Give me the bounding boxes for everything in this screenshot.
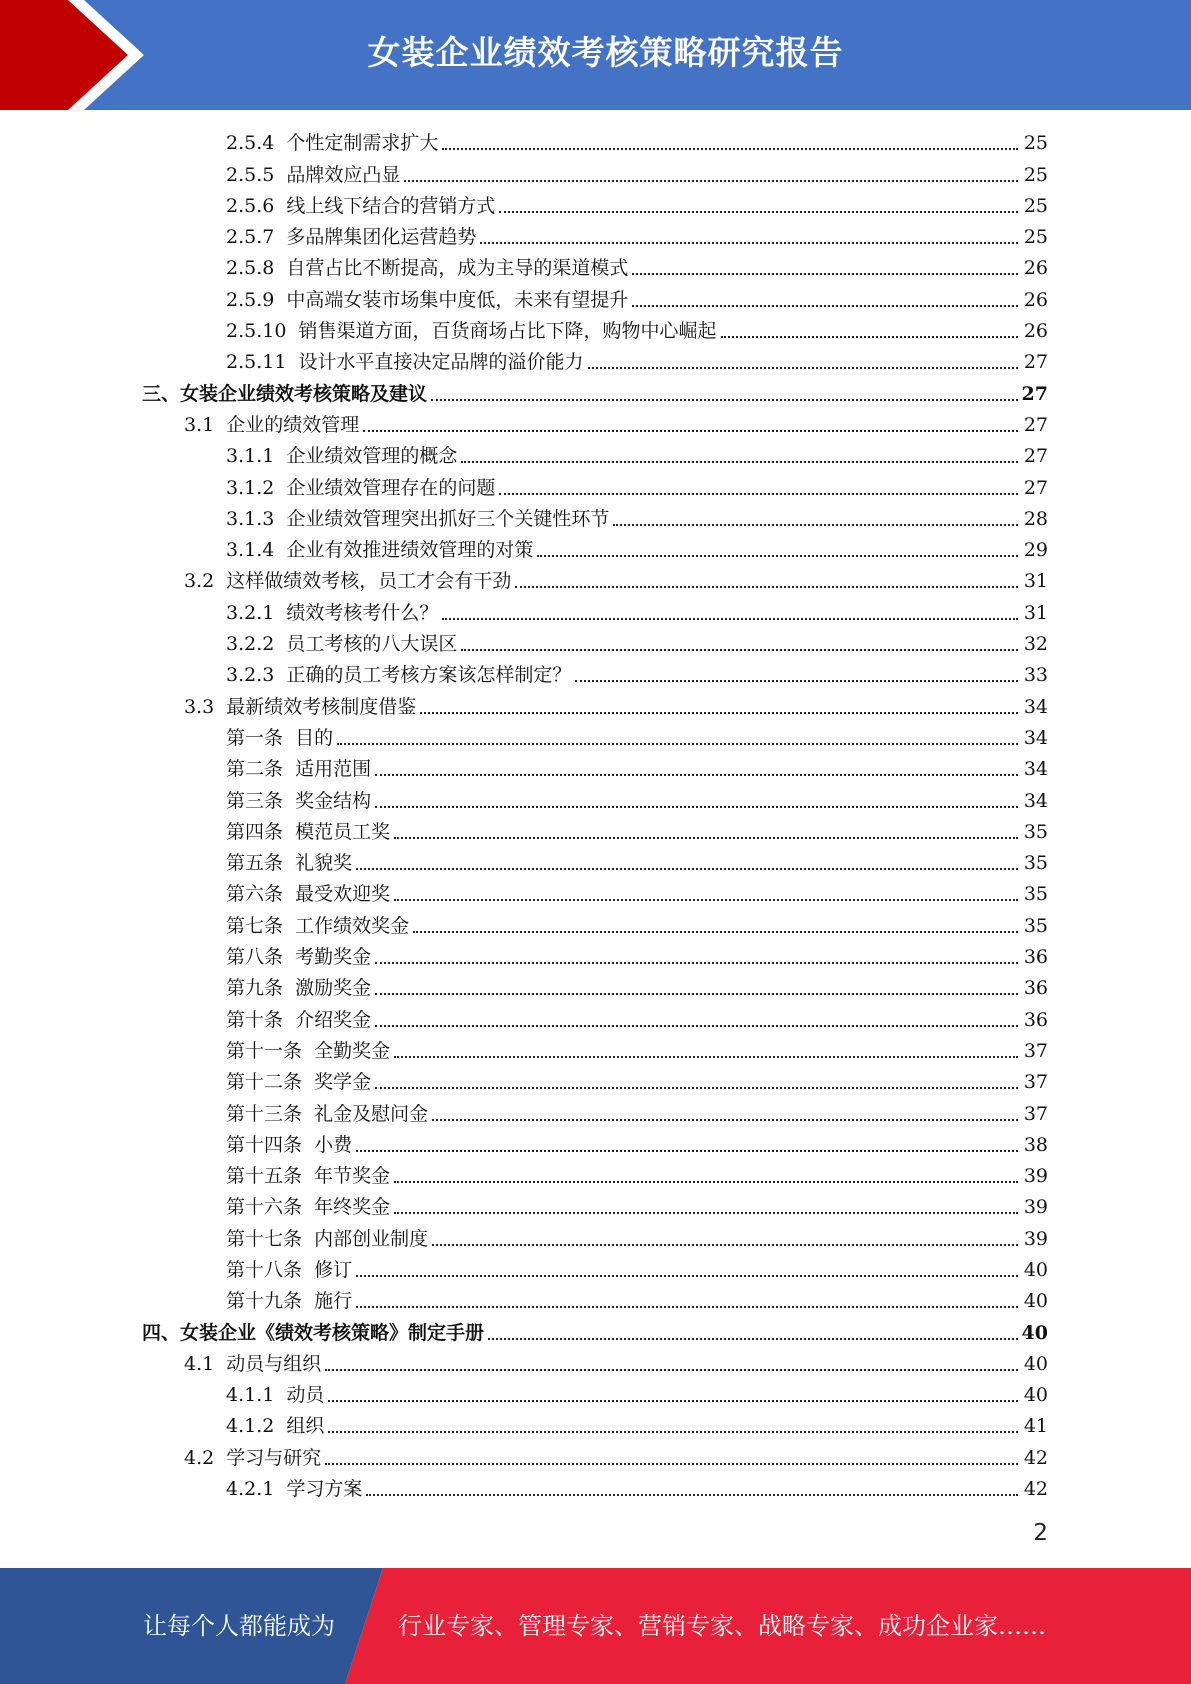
toc-dot-leader: [432, 1119, 1018, 1121]
toc-entry-label: 第八条 考勤奖金: [226, 946, 372, 969]
toc-entry-label: 2.5.9 中高端女装市场集中度低，未来有望提升: [226, 288, 629, 311]
table-of-contents: [0, 128, 1191, 1505]
toc-entry-label: 4.1 动员与组织: [184, 1352, 322, 1375]
toc-dot-leader: [394, 837, 1018, 839]
toc-entry[interactable]: [0, 879, 1191, 910]
toc-dot-leader: [337, 743, 1018, 745]
toc-dot-leader: [431, 399, 1018, 401]
toc-entry[interactable]: [0, 284, 1191, 315]
toc-dot-leader: [328, 1431, 1018, 1433]
toc-entry-page: 27: [1023, 413, 1048, 436]
toc-dot-leader: [721, 336, 1018, 338]
toc-entry-page: 27: [1023, 445, 1048, 468]
toc-entry[interactable]: [0, 535, 1191, 566]
toc-entry-label: 第一条 目的: [226, 726, 334, 749]
toc-entry-label: 第十条 介绍奖金: [226, 1008, 372, 1031]
toc-entry-page: 38: [1023, 1133, 1048, 1156]
toc-entry-page: 35: [1023, 883, 1048, 906]
toc-dot-leader: [375, 962, 1018, 964]
toc-entry-label: 第二条 适用范围: [226, 758, 372, 781]
toc-entry-label: 第九条 激励奖金: [226, 977, 372, 1000]
toc-entry-label: 3.1.1 企业绩效管理的概念: [226, 445, 458, 468]
toc-dot-leader: [394, 1056, 1018, 1058]
toc-entry-label: 3.2.2 员工考核的八大误区: [226, 633, 458, 656]
toc-entry-label: 3.3 最新绩效考核制度借鉴: [184, 695, 417, 718]
toc-dot-leader: [375, 806, 1018, 808]
page-header: [0, 0, 1191, 110]
toc-entry-page: 39: [1023, 1227, 1048, 1250]
toc-entry[interactable]: [0, 128, 1191, 159]
toc-entry-page: 31: [1023, 601, 1048, 624]
toc-dot-leader: [356, 1275, 1018, 1277]
toc-entry[interactable]: [0, 253, 1191, 284]
toc-dot-leader: [375, 1087, 1018, 1089]
toc-dot-leader: [328, 1400, 1018, 1402]
toc-dot-leader: [442, 148, 1018, 150]
toc-entry-label: 第六条 最受欢迎奖: [226, 883, 391, 906]
toc-entry[interactable]: [0, 1098, 1191, 1129]
toc-dot-leader: [480, 242, 1018, 244]
toc-entry-page: 27: [1021, 382, 1048, 405]
toc-entry-label: 3.1.3 企业绩效管理突出抓好三个关键性环节: [226, 507, 610, 530]
toc-dot-leader: [488, 1338, 1018, 1340]
toc-entry[interactable]: [0, 1380, 1191, 1411]
toc-entry[interactable]: [0, 1286, 1191, 1317]
toc-entry[interactable]: [0, 441, 1191, 472]
toc-entry-label: 3.2 这样做绩效考核，员工才会有干劲: [184, 570, 512, 593]
toc-entry[interactable]: [0, 1317, 1191, 1348]
toc-entry-page: 26: [1023, 257, 1048, 280]
toc-entry[interactable]: [0, 316, 1191, 347]
toc-entry-label: 3.1.4 企业有效推进绩效管理的对策: [226, 539, 534, 562]
toc-entry[interactable]: [0, 1349, 1191, 1380]
toc-entry-page: 40: [1023, 1290, 1048, 1313]
toc-entry-page: 37: [1023, 1071, 1048, 1094]
toc-entry-label: 第五条 礼貌奖: [226, 852, 353, 875]
toc-entry-page: 28: [1023, 507, 1048, 530]
toc-entry-page: 25: [1023, 163, 1048, 186]
toc-entry-label: 第十四条 小费: [226, 1133, 353, 1156]
toc-entry-label: 2.5.4 个性定制需求扩大: [226, 132, 439, 155]
toc-entry-page: 36: [1023, 1008, 1048, 1031]
toc-dot-leader: [432, 1244, 1018, 1246]
toc-entry-label: 2.5.6 线上线下结合的营销方式: [226, 194, 496, 217]
toc-entry-label: 第十六条 年终奖金: [226, 1196, 391, 1219]
toc-entry-page: 25: [1023, 132, 1048, 155]
toc-entry[interactable]: [0, 691, 1191, 722]
toc-entry-page: 34: [1023, 789, 1048, 812]
toc-entry[interactable]: [0, 191, 1191, 222]
toc-entry[interactable]: [0, 1130, 1191, 1161]
toc-entry-page: 29: [1023, 539, 1048, 562]
toc-entry-label: 3.1.2 企业绩效管理存在的问题: [226, 476, 496, 499]
toc-entry-label: 第十五条 年节奖金: [226, 1165, 391, 1188]
toc-entry[interactable]: [0, 973, 1191, 1004]
toc-entry[interactable]: [0, 848, 1191, 879]
toc-entry[interactable]: [0, 1192, 1191, 1223]
toc-dot-leader: [394, 899, 1018, 901]
toc-entry-page: 42: [1023, 1478, 1048, 1501]
toc-dot-leader: [394, 1181, 1018, 1183]
toc-entry-page: 40: [1023, 1352, 1048, 1375]
toc-entry[interactable]: [0, 723, 1191, 754]
toc-entry-page: 34: [1023, 695, 1048, 718]
toc-entry[interactable]: [0, 222, 1191, 253]
toc-dot-leader: [632, 273, 1018, 275]
toc-entry-label: 第七条 工作绩效奖金: [226, 914, 410, 937]
toc-dot-leader: [461, 461, 1018, 463]
toc-entry[interactable]: [0, 410, 1191, 441]
toc-entry-label: 四、女装企业《绩效考核策略》制定手册: [142, 1321, 485, 1344]
toc-entry-label: 第十二条 奖学金: [226, 1071, 372, 1094]
toc-entry-label: 第十七条 内部创业制度: [226, 1227, 429, 1250]
toc-entry-page: 39: [1023, 1165, 1048, 1188]
toc-dot-leader: [394, 1212, 1018, 1214]
toc-dot-leader: [613, 524, 1018, 526]
toc-entry[interactable]: [0, 159, 1191, 190]
toc-entry-label: 2.5.10 销售渠道方面，百货商场占比下降，购物中心崛起: [226, 320, 717, 343]
toc-entry-page: 35: [1023, 820, 1048, 843]
toc-entry[interactable]: [0, 629, 1191, 660]
toc-entry-label: 2.5.5 品牌效应凸显: [226, 163, 401, 186]
toc-entry[interactable]: [0, 1474, 1191, 1505]
toc-dot-leader: [375, 774, 1018, 776]
toc-entry-page: 34: [1023, 758, 1048, 781]
toc-entry-page: 33: [1023, 664, 1048, 687]
toc-entry[interactable]: [0, 566, 1191, 597]
toc-dot-leader: [375, 1025, 1018, 1027]
footer-slogan-left: 让每个人都能成为: [143, 1612, 335, 1640]
toc-dot-leader: [442, 618, 1018, 620]
toc-dot-leader: [499, 493, 1018, 495]
toc-entry-label: 3.2.1 绩效考核考什么？: [226, 601, 439, 624]
toc-entry-page: 40: [1021, 1321, 1048, 1344]
toc-entry-label: 4.1.1 动员: [226, 1384, 325, 1407]
toc-dot-leader: [515, 586, 1018, 588]
toc-entry[interactable]: [0, 817, 1191, 848]
toc-dot-leader: [461, 649, 1018, 651]
toc-dot-leader: [499, 211, 1018, 213]
toc-entry-label: 第三条 奖金结构: [226, 789, 372, 812]
toc-dot-leader: [325, 1463, 1018, 1465]
toc-dot-leader: [413, 931, 1018, 933]
toc-entry[interactable]: [0, 378, 1191, 409]
toc-entry[interactable]: [0, 1067, 1191, 1098]
toc-dot-leader: [404, 180, 1018, 182]
toc-dot-leader: [575, 680, 1018, 682]
toc-entry-page: 37: [1023, 1039, 1048, 1062]
toc-entry-label: 第四条 模范员工奖: [226, 820, 391, 843]
toc-entry-page: 41: [1023, 1415, 1048, 1438]
toc-entry-label: 4.2 学习与研究: [184, 1446, 322, 1469]
toc-entry-page: 31: [1023, 570, 1048, 593]
toc-dot-leader: [356, 1306, 1018, 1308]
toc-dot-leader: [375, 993, 1018, 995]
toc-entry[interactable]: [0, 910, 1191, 941]
toc-entry-label: 三、女装企业绩效考核策略及建议: [142, 382, 428, 405]
toc-entry-label: 第十九条 施行: [226, 1290, 353, 1313]
toc-entry[interactable]: [0, 1442, 1191, 1473]
toc-entry-page: 40: [1023, 1384, 1048, 1407]
toc-entry-label: 4.1.2 组织: [226, 1415, 325, 1438]
toc-entry-page: 40: [1023, 1258, 1048, 1281]
toc-entry[interactable]: [0, 472, 1191, 503]
toc-dot-leader: [588, 367, 1018, 369]
toc-entry[interactable]: [0, 942, 1191, 973]
toc-entry-page: 39: [1023, 1196, 1048, 1219]
toc-entry[interactable]: [0, 1223, 1191, 1254]
toc-entry-label: 第十一条 全勤奖金: [226, 1039, 391, 1062]
toc-entry-page: 32: [1023, 633, 1048, 656]
toc-entry-page: 26: [1023, 320, 1048, 343]
toc-entry-page: 35: [1023, 914, 1048, 937]
toc-entry-page: 27: [1023, 476, 1048, 499]
toc-entry-label: 3.2.3 正确的员工考核方案该怎样制定？: [226, 664, 572, 687]
toc-entry-page: 25: [1023, 226, 1048, 249]
toc-entry[interactable]: [0, 1161, 1191, 1192]
toc-dot-leader: [537, 555, 1018, 557]
toc-entry-label: 2.5.11 设计水平直接决定品牌的溢价能力: [226, 351, 584, 374]
page-footer: [0, 1568, 1191, 1684]
toc-entry[interactable]: [0, 1004, 1191, 1035]
toc-dot-leader: [356, 1150, 1018, 1152]
toc-entry[interactable]: [0, 660, 1191, 691]
toc-entry[interactable]: [0, 1411, 1191, 1442]
toc-dot-leader: [363, 430, 1018, 432]
toc-entry[interactable]: [0, 785, 1191, 816]
toc-entry-label: 4.2.1 学习方案: [226, 1478, 363, 1501]
toc-entry-page: 36: [1023, 977, 1048, 1000]
toc-dot-leader: [325, 1369, 1018, 1371]
toc-entry[interactable]: [0, 754, 1191, 785]
toc-dot-leader: [356, 868, 1018, 870]
footer-slogan-right: 行业专家、管理专家、营销专家、战略专家、成功企业家……: [398, 1612, 1046, 1640]
toc-entry-label: 第十八条 修订: [226, 1258, 353, 1281]
toc-dot-leader: [366, 1494, 1018, 1496]
toc-entry-page: 37: [1023, 1102, 1048, 1125]
toc-dot-leader: [420, 712, 1018, 714]
toc-entry[interactable]: [0, 504, 1191, 535]
toc-entry-page: 26: [1023, 288, 1048, 311]
toc-entry[interactable]: [0, 1036, 1191, 1067]
toc-entry-page: 42: [1023, 1446, 1048, 1469]
toc-entry-label: 3.1 企业的绩效管理: [184, 413, 360, 436]
toc-entry[interactable]: [0, 597, 1191, 628]
toc-entry-label: 第十三条 礼金及慰问金: [226, 1102, 429, 1125]
toc-entry-page: 25: [1023, 194, 1048, 217]
toc-entry-label: 2.5.7 多品牌集团化运营趋势: [226, 226, 477, 249]
toc-entry[interactable]: [0, 1255, 1191, 1286]
header-title: 女装企业绩效考核策略研究报告: [367, 33, 844, 72]
toc-entry-page: 35: [1023, 852, 1048, 875]
toc-entry-label: 2.5.8 自营占比不断提高，成为主导的渠道模式: [226, 257, 629, 280]
toc-entry-page: 34: [1023, 726, 1048, 749]
page-number: 2: [1033, 1520, 1048, 1546]
toc-entry-page: 27: [1023, 351, 1048, 374]
toc-dot-leader: [632, 305, 1018, 307]
toc-entry-page: 36: [1023, 946, 1048, 969]
toc-entry[interactable]: [0, 347, 1191, 378]
